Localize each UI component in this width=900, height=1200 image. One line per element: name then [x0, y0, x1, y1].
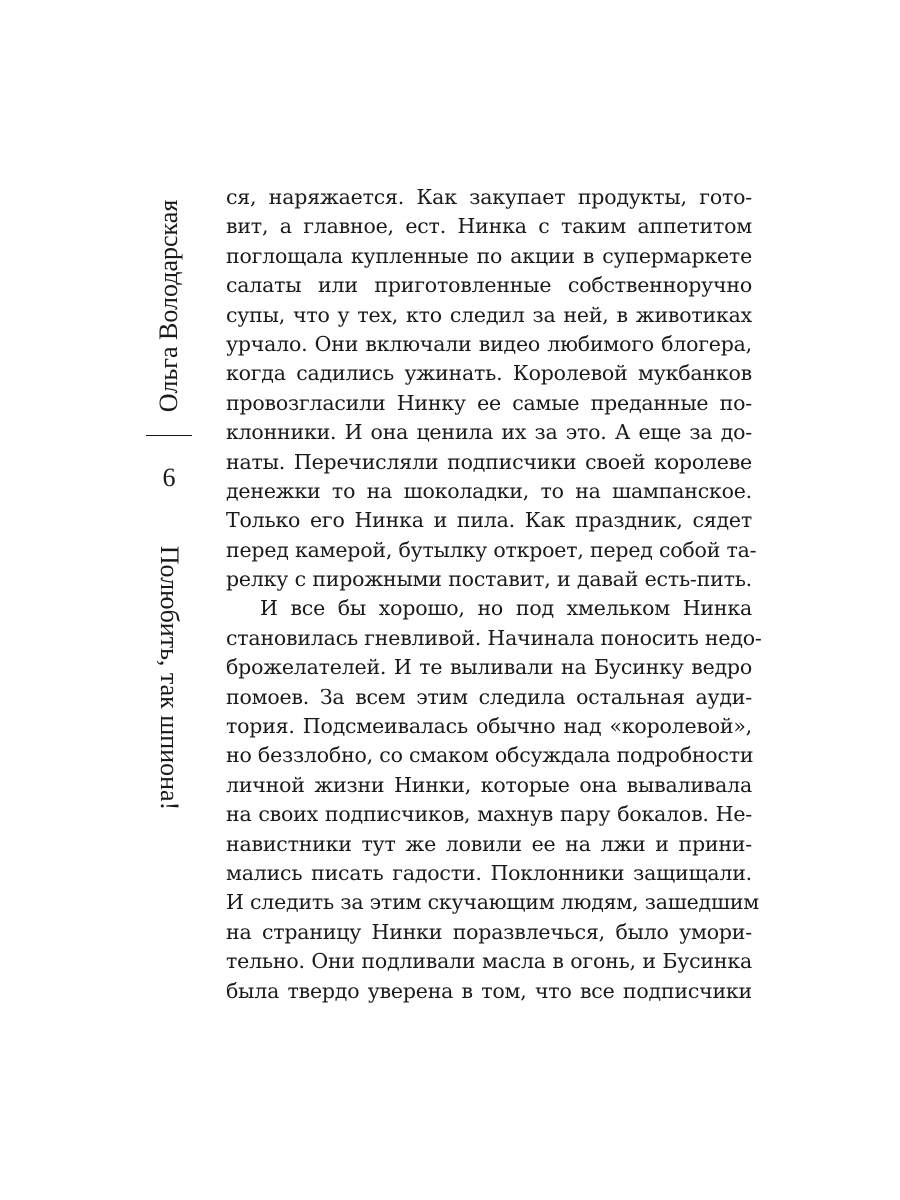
text-line: супы, что у тех, кто следил за ней, в животиках: [226, 302, 752, 327]
text-line: урчало. Они включали видео любимого блогера,: [226, 331, 752, 356]
text-line: на страницу Нинки поразвлечься, было умори-: [226, 919, 752, 944]
text-line: личной жизни Нинки, которые она вываливала: [226, 772, 752, 797]
text-line: наты. Перечисляли подписчики своей королеве: [226, 449, 752, 474]
running-header-author: Ольга Володарская: [154, 199, 183, 413]
text-line: И все бы хорошо, но под хмельком Нинка: [260, 596, 752, 621]
text-line: перед камерой, бутылку откроет, перед собой та-: [226, 537, 757, 562]
text-line: но беззлобно, со смаком обсуждала подробности: [226, 743, 754, 768]
text-line: навистники тут же ловили ее на лжи и прини-: [226, 831, 752, 856]
body-text: [226, 183, 762, 1006]
text-line: поглощала купленные по акции в супермаркете: [226, 243, 752, 268]
text-line: тельно. Они подливали масла в огонь, и Бусинка: [226, 949, 752, 974]
text-line: Только его Нинка и пила. Как праздник, сядет: [226, 508, 752, 533]
text-line: становилась гневливой. Начинала поносить недо-: [226, 625, 762, 650]
text-line: на своих подписчиков, махнув пару бокалов. Не-: [226, 802, 752, 827]
text-line: тория. Подсмеивалась обычно над «королевой»,: [226, 714, 752, 739]
text-line: мались писать гадости. Поклонники защищали.: [226, 860, 752, 885]
text-line: клонники. И она ценила их за это. А еще за до-: [226, 420, 752, 445]
text-line: была твердо уверена в том, что все подписчики: [226, 978, 752, 1003]
text-line: денежки то на шоколадки, то на шампанское.: [226, 478, 752, 503]
text-line: брожелателей. И те выливали на Бусинку ведро: [226, 655, 752, 680]
text-line: ся, наряжается. Как закупает продукты, гото-: [226, 185, 752, 209]
running-header-book-title: Полюбить, так шпиона!: [155, 545, 184, 811]
text-line: И следить за этим скучающим людям, зашедшим: [226, 890, 760, 915]
text-line: провозгласили Нинку ее самые преданные по-: [226, 390, 752, 415]
text-line: релку с пирожными поставит, и давай есть-пить.: [226, 567, 752, 592]
running-header-divider: [146, 435, 192, 436]
text-line: когда садились ужинать. Королевой мукбанков: [226, 361, 752, 386]
text-line: салаты или приготовленные собственноручно: [226, 273, 752, 298]
text-line: помоев. За всем этим следила остальная ауди-: [226, 684, 752, 709]
page-number: 6: [162, 463, 176, 492]
text-line: вит, а главное, ест. Нинка с таким аппетитом: [226, 214, 752, 239]
